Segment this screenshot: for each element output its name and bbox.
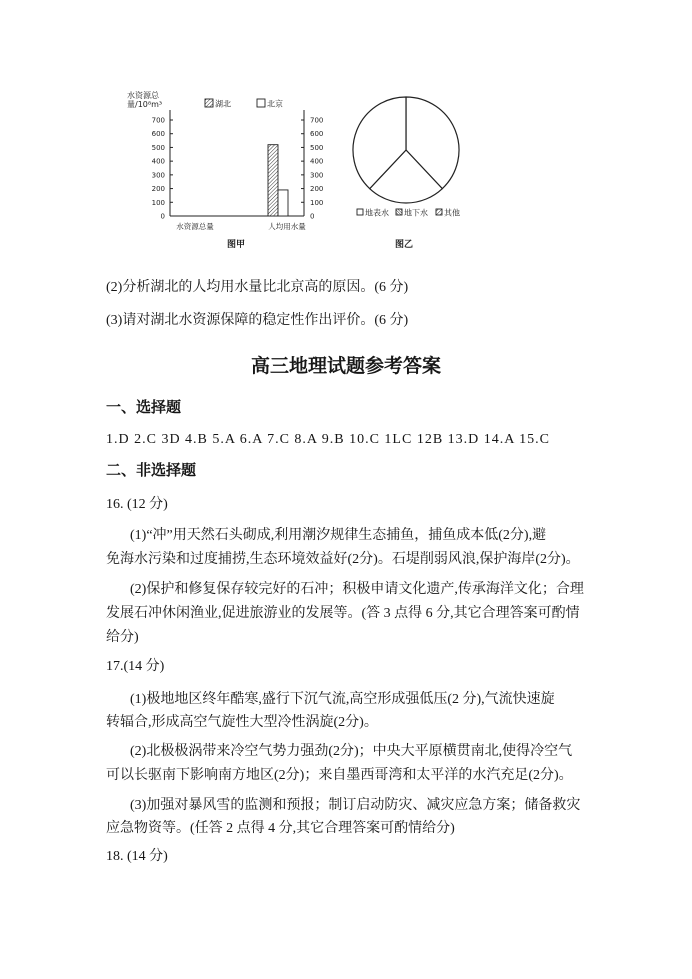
answer-16-part-1-line-2: 免海水污染和过度捕捞,生态环境效益好(2分)。石堤削弱风浪,保护海岸(2分)。	[106, 552, 580, 567]
y-tick-label-left: 500	[151, 143, 165, 152]
answer-16-part-2-line-3: 给分)	[106, 630, 139, 645]
answer-17-part-1-line-2: 转辐合,形成高空气旋性大型冷性涡旋(2分)。	[106, 715, 378, 730]
answer-16-part-2-line-1: (2)保护和修复保存较完好的石冲；积极申请文化遗产,传承海洋文化；合理	[130, 582, 584, 597]
legend-swatch	[357, 209, 363, 215]
y-axis-title: 量/10⁸m³	[127, 100, 163, 109]
figure-a-bar-chart	[127, 90, 323, 250]
bar-series-1-category-2	[268, 145, 278, 216]
answer-16-part-2-line-2: 发展石冲休闲渔业,促进旅游业的发展等。(答 3 点得 6 分,其它合理答案可酌情	[106, 606, 580, 621]
y-tick-label-right: 0	[310, 212, 315, 221]
y-tick-label-right: 400	[310, 157, 324, 166]
y-tick-label-right: 100	[310, 198, 324, 207]
y-tick-label-left: 600	[151, 130, 165, 139]
legend-swatch	[257, 99, 265, 107]
figure-a-caption: 图甲	[226, 240, 246, 250]
question-3: (3)请对湖北水资源保障的稳定性作出评价。(6 分)	[106, 313, 409, 328]
answer-17-part-2-line-1: (2)北极极涡带来冷空气势力强劲(2分)；中央大平原横贯南北,使得冷空气	[130, 744, 573, 759]
y-tick-label-right: 600	[310, 130, 324, 139]
figures-area	[0, 0, 692, 260]
y-tick-label-left: 300	[151, 171, 165, 180]
y-tick-label-left: 0	[160, 212, 165, 221]
y-tick-label-right: 500	[310, 143, 324, 152]
y-tick-label-left: 100	[151, 198, 165, 207]
y-tick-label-right: 300	[310, 171, 324, 180]
y-tick-label-right: 200	[310, 185, 324, 194]
answer-16-number: 16. (12 分)	[106, 497, 168, 512]
question-2: (2)分析湖北的人均用水量比北京高的原因。(6 分)	[106, 280, 409, 295]
y-tick-label-left: 200	[151, 185, 165, 194]
legend-label: 地下水	[404, 208, 428, 218]
legend-swatch	[205, 99, 213, 107]
figure-b-pie-chart	[353, 97, 460, 250]
answer-17-part-3-line-1: (3)加强对暴风雪的监测和预报；制订启动防灾、减灾应急方案；储备救灾	[130, 798, 581, 813]
y-axis-title: 水资源总	[127, 91, 159, 100]
legend-label: 北京	[267, 99, 283, 109]
y-tick-label-left: 700	[151, 116, 165, 125]
x-category-label: 水资源总量	[176, 222, 214, 231]
legend-label: 地表水	[365, 208, 389, 218]
answer-16-part-1-line-1: (1)“冲”用天然石头砌成,利用潮汐规律生态捕鱼，捕鱼成本低(2分),避	[130, 528, 547, 543]
legend-label: 其他	[444, 208, 460, 218]
multiple-choice-answers: 1.D 2.C 3D 4.B 5.A 6.A 7.C 8.A 9.B 10.C 1LC 12B 13.D 14.A 15.C	[106, 432, 550, 447]
bar-series-2-category-2	[278, 190, 288, 216]
legend-swatch	[436, 209, 442, 215]
answer-17-part-2-line-2: 可以长驱南下影响南方地区(2分)；来自墨西哥湾和太平洋的水汽充足(2分)。	[106, 768, 573, 783]
y-tick-label-right: 700	[310, 116, 324, 125]
answer-17-part-1-line-1: (1)极地地区终年酷寒,盛行下沉气流,高空形成强低压(2 分),气流快速旋	[130, 692, 555, 707]
section-1-heading: 一、选择题	[106, 400, 182, 416]
answer-17-part-3-line-2: 应急物资等。(任答 2 点得 4 分,其它合理答案可酌情给分)	[106, 821, 455, 836]
section-2-heading: 二、非选择题	[106, 463, 197, 479]
legend-swatch	[396, 209, 402, 215]
x-category-label: 人均用水量	[268, 222, 306, 231]
y-tick-label-left: 400	[151, 157, 165, 166]
answer-18-number: 18. (14 分)	[106, 849, 168, 864]
answer-17-number: 17.(14 分)	[106, 659, 165, 674]
legend-label: 湖北	[215, 99, 231, 109]
answer-key-title: 高三地理试题参考答案	[250, 356, 441, 377]
figure-b-caption: 图乙	[394, 240, 414, 250]
